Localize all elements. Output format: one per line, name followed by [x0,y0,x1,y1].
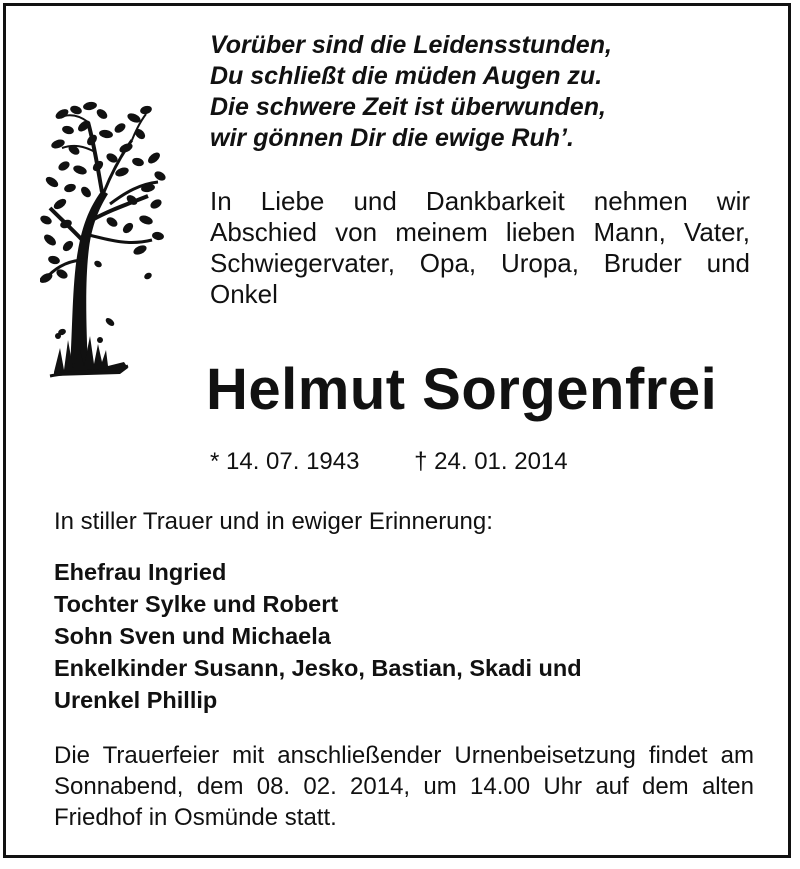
family-member: Ehefrau Ingried [54,559,227,585]
poem-line: Die schwere Zeit ist überwunden, [210,93,606,121]
poem-line: Vorüber sind die Leidensstunden, [210,31,612,59]
intro-text: In Liebe und Dankbarkeit nehmen wir Abschied von meinem lieben Mann, Vater, Schwiegervater, Opa, Uropa, Bruder und Onkel [210,186,750,309]
deceased-name: Helmut Sorgenfrei [206,357,718,422]
family-member: Sohn Sven und Michaela [54,623,331,649]
family-member: Enkelkinder Susann, Jesko, Bastian, Skadi und [54,655,582,681]
family-member: Tochter Sylke und Robert [54,591,339,617]
poem-line: Du schließt die müden Augen zu. [210,62,603,90]
service-info: Die Trauerfeier mit anschließender Urnenbeisetzung findet am Sonnabend, dem 08. 02. 2014, um 14.00 Uhr auf dem alten Friedhof in Osmünde statt. [54,742,754,831]
birth-date: * 14. 07. 1943 [210,448,360,475]
death-date: † 24. 01. 2014 [414,448,568,475]
poem-line: wir gönnen Dir die ewige Ruh’. [210,124,574,152]
tree-icon [40,100,170,380]
family-member: Urenkel Phillip [54,687,218,713]
family-list [54,556,582,716]
poem [210,30,770,154]
life-dates [210,446,568,478]
mourning-intro: In stiller Trauer und in ewiger Erinnerung: [54,508,493,535]
